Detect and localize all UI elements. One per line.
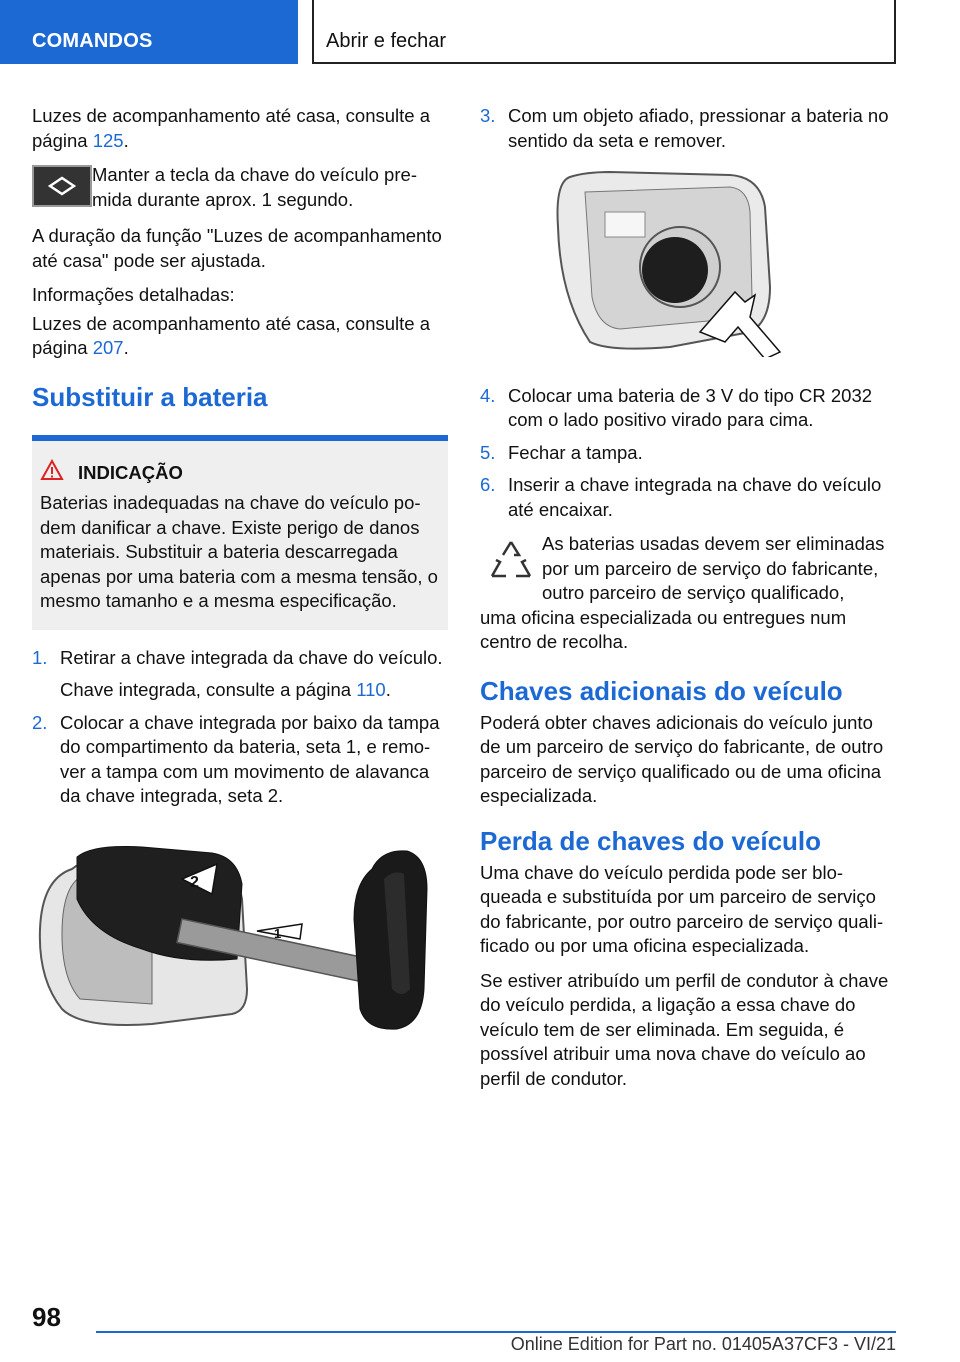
paragraph-duration: A duração da função "Luzes de acompanhamento até casa" pode ser ajustada. xyxy=(32,225,442,271)
step-text: Com um objeto afiado, pressionar a bateria no sentido da seta e remover. xyxy=(508,105,889,151)
left-column xyxy=(32,104,448,1055)
step-text: Fechar a tampa. xyxy=(508,441,643,463)
header-chapter-box xyxy=(312,0,896,64)
key-button-icon xyxy=(32,165,92,207)
right-column xyxy=(480,104,896,1101)
list-item xyxy=(480,384,896,433)
paragraph-home-lights: Luzes de acompanhamento até casa, consulte a página 125. xyxy=(32,105,431,151)
step-number: 1. xyxy=(32,646,48,668)
recycle-text: As baterias usadas devem ser eliminadas por um parceiro de serviço do fabricante, outro parceiro de serviço qualificado, xyxy=(542,533,885,603)
paragraph-lost-keys-2: Se estiver atribuído um perfil de condutor à chave do veículo perdida, a ligação a essa chave do veículo tem de ser eliminada. Em seguida, é possível atribuir uma nova chave do veículo ao perfil de condutor. xyxy=(480,969,889,1089)
arrow-label-1: 1 xyxy=(274,925,282,941)
footer-edition: Online Edition for Part no. 01405A37CF3 - VI/21 xyxy=(510,1334,896,1354)
step-1-sub-ref: Chave integrada, consulte a página 110. xyxy=(60,679,391,700)
step-number: 2. xyxy=(32,711,48,733)
notice-box xyxy=(32,441,448,630)
section-title-replace-battery: Substituir a bateria xyxy=(32,381,268,412)
page-link-110[interactable]: 110 xyxy=(356,679,386,700)
section-title-lost-keys: Perda de chaves do veículo xyxy=(480,825,822,856)
notice-title: INDICAÇÃO xyxy=(78,461,183,483)
header-section-label: COMANDOS xyxy=(32,30,153,52)
list-item xyxy=(480,104,896,153)
list-item xyxy=(32,711,448,809)
step-number: 4. xyxy=(480,384,496,406)
recycle-icon xyxy=(480,532,542,606)
list-item xyxy=(480,441,896,466)
step-text: Inserir a chave integrada na chave do veículo até encaixar. xyxy=(508,474,882,520)
step-text: Retirar a chave integrada da chave do veículo. xyxy=(60,646,443,668)
illustration-battery-compartment xyxy=(550,167,896,364)
notice-body: Baterias inadequadas na chave do veículo podem danificar a chave. Existe perigo de danos materiais. Substituir a bateria descarregada apenas por uma bateria com a mesma tensão, o mesmo tamanho e a mesma especificação. xyxy=(40,492,438,611)
key-instruction-text: Manter a tecla da chave do veículo premida durante aprox. 1 segundo. xyxy=(92,164,417,210)
step-number: 6. xyxy=(480,474,496,495)
footer-divider xyxy=(96,1331,896,1333)
page-link-125[interactable]: 125 xyxy=(92,129,124,151)
step-text: Colocar uma bateria de 3 V do tipo CR 2032 com o lado positivo virado para cima. xyxy=(508,384,873,430)
arrow-label-2: 2 xyxy=(190,873,199,891)
key-instruction-row xyxy=(32,163,448,212)
paragraph-details-label: Informações detalhadas: xyxy=(32,284,235,305)
recycle-note xyxy=(480,532,896,606)
paragraph-home-lights-ref: Luzes de acompanhamento até casa, consulte a página 207. xyxy=(32,312,431,358)
paragraph-additional-keys: Poderá obter chaves adicionais do veículo junto de um parceiro de serviço do fabricante, de outro parceiro de serviço qualificado ou de uma oficina especializada. xyxy=(480,711,884,806)
header-chapter-label: Abrir e fechar xyxy=(326,30,447,52)
paragraph-lost-keys-1: Uma chave do veículo perdida pode ser bloqueada e substituída por um parceiro de serviço do fabricante, por outro parceiro de serviço qualificado ou por uma oficina especializada. xyxy=(480,861,884,956)
section-title-additional-keys: Chaves adicionais do veículo xyxy=(480,675,843,706)
step-number: 3. xyxy=(480,105,496,126)
warning-icon xyxy=(40,459,64,488)
recycle-text-continued: uma oficina especializada ou entregues num centro de recolha. xyxy=(480,606,847,652)
step-text: Colocar a chave integrada por baixo da tampa do compartimento da bateria, seta 1, e remover a tampa com um movimento de alavanca da chave integrada, seta 2. xyxy=(60,711,440,806)
list-item xyxy=(32,646,448,671)
notice-header xyxy=(40,459,438,488)
step-number: 5. xyxy=(480,441,496,463)
list-item xyxy=(480,473,896,522)
page-number: 98 xyxy=(32,1302,61,1332)
illustration-key-cover-removal xyxy=(32,839,448,1056)
header-section-tab xyxy=(0,0,298,64)
page-link-207[interactable]: 207 xyxy=(92,337,124,358)
